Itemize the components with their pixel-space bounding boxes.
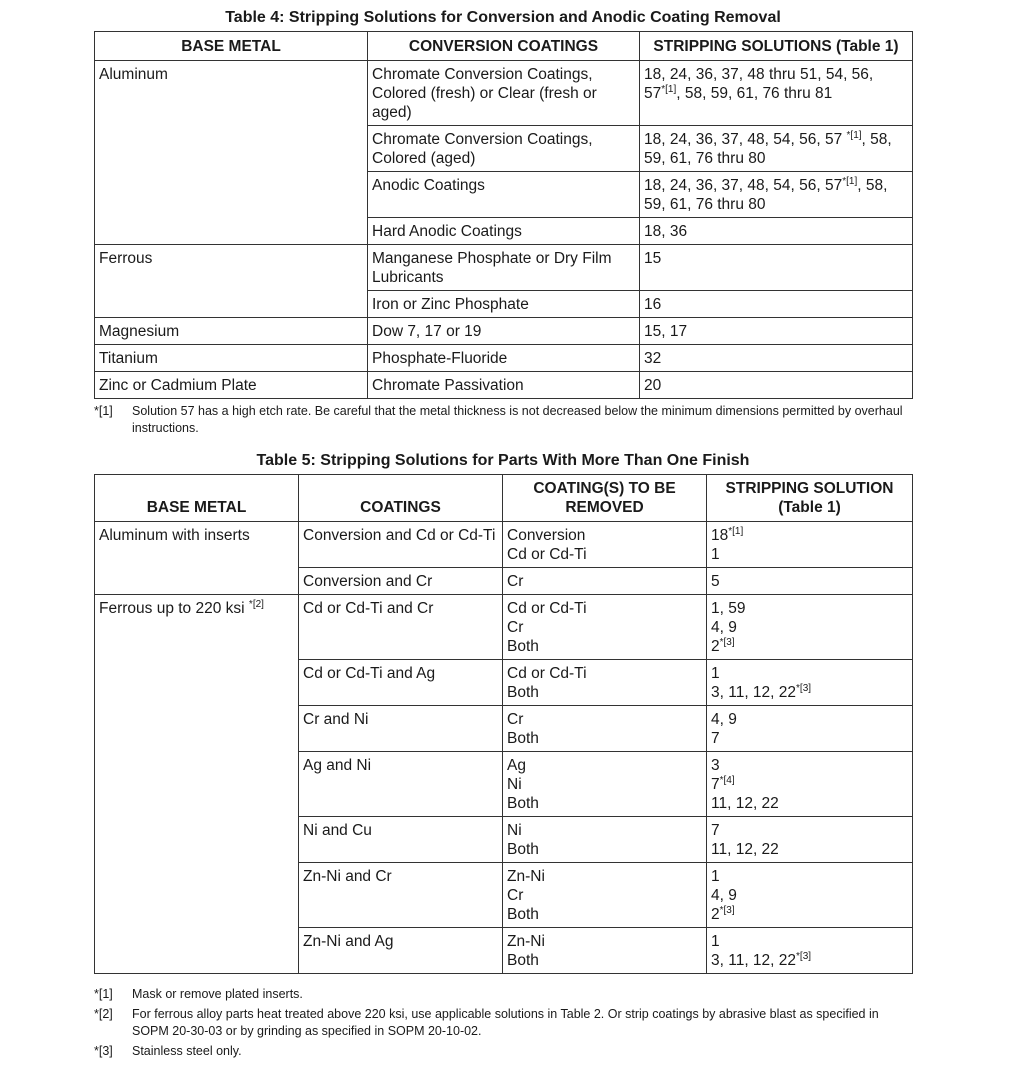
coating-cell: Ni and Cu xyxy=(299,817,503,863)
solutions-cell xyxy=(707,752,913,817)
footnote-ref: *[3] xyxy=(719,637,735,648)
coating-text: Chromate Conversion Coatings, Colored (aged) xyxy=(372,131,593,167)
coating-cell: Zn-Ni and Ag xyxy=(299,928,503,974)
base-metal-cell: Magnesium xyxy=(95,318,368,345)
removed-cell xyxy=(503,817,707,863)
table5-header-base-metal: BASE METAL xyxy=(95,475,299,522)
table-row xyxy=(95,61,913,126)
table5-title: Table 5: Stripping Solutions for Parts With More Than One Finish xyxy=(256,452,750,469)
solutions-text: 11, 12, 22 xyxy=(711,795,779,812)
table-row xyxy=(95,372,913,399)
solutions-text: 7 xyxy=(711,730,720,747)
coating-cell xyxy=(368,126,640,172)
base-metal-text: Ferrous up to 220 ksi xyxy=(99,600,249,617)
solutions-text: 5 xyxy=(711,573,720,590)
coating-cell: Cd or Cd-Ti and Ag xyxy=(299,660,503,706)
removed-text: Ag xyxy=(507,757,526,774)
removed-cell xyxy=(503,660,707,706)
solutions-cell xyxy=(640,61,913,126)
removed-cell xyxy=(503,863,707,928)
solutions-cell xyxy=(707,568,913,595)
removed-text: Cr xyxy=(507,711,524,728)
footnote-ref: *[1] xyxy=(846,130,862,141)
solutions-text: 2 xyxy=(711,638,720,655)
footnote-mark: *[2] xyxy=(94,1007,113,1021)
solutions-text: 1, 59 xyxy=(711,600,746,617)
coating-text: Chromate Conversion Coatings, Colored (fresh) or Clear (fresh or aged) xyxy=(372,66,597,121)
base-metal-cell: Ferrous xyxy=(95,245,368,318)
footnote xyxy=(94,403,914,437)
removed-text: Both xyxy=(507,952,539,969)
footnote-text: Solution 57 has a high etch rate. Be careful that the metal thickness is not decreased below the minimum dimensions permitted by overhaul instructions. xyxy=(132,404,903,435)
removed-cell xyxy=(503,752,707,817)
removed-cell xyxy=(503,595,707,660)
solutions-cell xyxy=(640,126,913,172)
solutions-text: 18, 24, 36, 37, 48, 54, 56, 57 xyxy=(644,177,843,194)
coating-cell: Hard Anodic Coatings xyxy=(368,218,640,245)
coating-cell: Cd or Cd-Ti and Cr xyxy=(299,595,503,660)
footnote-mark: *[1] xyxy=(94,404,113,418)
table5 xyxy=(94,474,913,974)
table4-footnotes xyxy=(94,403,914,440)
table-row xyxy=(95,595,913,660)
footnote xyxy=(94,986,914,1003)
solutions-cell: 15, 17 xyxy=(640,318,913,345)
solutions-text: 4, 9 xyxy=(711,711,737,728)
table4 xyxy=(94,31,913,399)
solutions-text: , 58, 59, 61, 76 thru 81 xyxy=(676,85,833,102)
removed-cell xyxy=(503,568,707,595)
solutions-text: , 58, 59, 61, 76 thru 80 xyxy=(644,131,892,167)
footnote-ref: *[1] xyxy=(661,84,677,95)
footnote-text: For ferrous alloy parts heat treated above 220 ksi, use applicable solutions in Table 2. Or strip coatings by abrasive blast as specified in SOPM 20-30-03 or by grinding as specified in SOPM 20-10-02. xyxy=(132,1007,879,1038)
coating-cell: Conversion and Cd or Cd-Ti xyxy=(299,522,503,568)
coating-cell: Anodic Coatings xyxy=(368,172,640,218)
table5-header-stripping-solution: STRIPPING SOLUTION (Table 1) xyxy=(707,475,913,522)
solutions-text: 18, 24, 36, 37, 48, 54, 56, 57 xyxy=(644,131,847,148)
table-row xyxy=(95,345,913,372)
solutions-text: 3 xyxy=(711,757,720,774)
removed-text: Cr xyxy=(507,887,524,904)
coating-cell: Zn-Ni and Cr xyxy=(299,863,503,928)
table4-header-stripping-solutions: STRIPPING SOLUTIONS (Table 1) xyxy=(640,32,913,61)
removed-cell xyxy=(503,522,707,568)
removed-text: Both xyxy=(507,730,539,747)
solutions-cell xyxy=(640,172,913,218)
footnote-ref: *[2] xyxy=(248,599,264,610)
removed-text: Both xyxy=(507,841,539,858)
removed-text: Both xyxy=(507,684,539,701)
table5-header-coatings-removed: COATING(S) TO BE REMOVED xyxy=(503,475,707,522)
solutions-cell xyxy=(707,660,913,706)
removed-text: Cd or Cd-Ti xyxy=(507,546,587,563)
table4-title: Table 4: Stripping Solutions for Conversion and Anodic Coating Removal xyxy=(225,9,781,26)
footnote-ref: *[3] xyxy=(796,951,812,962)
removed-cell xyxy=(503,706,707,752)
base-metal-cell: Aluminum with inserts xyxy=(95,522,299,595)
solutions-cell xyxy=(707,595,913,660)
base-metal-cell: Titanium xyxy=(95,345,368,372)
removed-text: Cd or Cd-Ti xyxy=(507,600,587,617)
footnote xyxy=(94,1043,914,1060)
removed-text: Both xyxy=(507,906,539,923)
solutions-cell: 16 xyxy=(640,291,913,318)
base-metal-cell xyxy=(95,595,299,974)
solutions-text: 2 xyxy=(711,906,720,923)
solutions-text: 11, 12, 22 xyxy=(711,841,779,858)
solutions-text: 1 xyxy=(711,665,720,682)
removed-text: Cr xyxy=(507,573,524,590)
coating-cell xyxy=(368,61,640,126)
solutions-text: 7 xyxy=(711,822,720,839)
solutions-text: , 58, 59, 61, 76 thru 80 xyxy=(644,177,888,213)
table4-header-base-metal: BASE METAL xyxy=(95,32,368,61)
solutions-text: 1 xyxy=(711,933,720,950)
removed-text: Zn-Ni xyxy=(507,868,545,885)
footnote-mark: *[1] xyxy=(94,987,113,1001)
solutions-text: 7 xyxy=(711,776,720,793)
solutions-text: 1 xyxy=(711,546,720,563)
table5-footnotes xyxy=(94,986,914,1063)
solutions-text: 3, 11, 12, 22 xyxy=(711,684,797,701)
solutions-text: 3, 11, 12, 22 xyxy=(711,952,797,969)
footnote xyxy=(94,1006,914,1040)
coating-cell: Phosphate-Fluoride xyxy=(368,345,640,372)
solutions-cell: 20 xyxy=(640,372,913,399)
table5-header-coatings: COATINGS xyxy=(299,475,503,522)
solutions-text: 18, 24, 36, 37, 48 thru 51, 54, 56, xyxy=(644,66,874,83)
coating-cell: Cr and Ni xyxy=(299,706,503,752)
removed-cell xyxy=(503,928,707,974)
footnote-ref: *[4] xyxy=(719,775,735,786)
solutions-text: 4, 9 xyxy=(711,619,737,636)
removed-text: Cr xyxy=(507,619,524,636)
removed-text: Conversion xyxy=(507,527,586,544)
footnote-mark: *[3] xyxy=(94,1044,113,1058)
removed-text: Zn-Ni xyxy=(507,933,545,950)
removed-text: Both xyxy=(507,795,539,812)
footnote-text: Mask or remove plated inserts. xyxy=(132,987,303,1001)
solutions-text: 57 xyxy=(644,85,662,102)
solutions-cell xyxy=(707,522,913,568)
removed-text: Ni xyxy=(507,822,522,839)
footnote-ref: *[1] xyxy=(842,176,858,187)
solutions-text: 18 xyxy=(711,527,729,544)
solutions-cell: 15 xyxy=(640,245,913,291)
footnote-ref: *[1] xyxy=(728,526,744,537)
coating-cell: Chromate Passivation xyxy=(368,372,640,399)
table-row xyxy=(95,245,913,291)
solutions-text: 1 xyxy=(711,868,720,885)
table-row xyxy=(95,522,913,568)
solutions-cell xyxy=(707,863,913,928)
footnote-ref: *[3] xyxy=(796,683,812,694)
removed-text: Cd or Cd-Ti xyxy=(507,665,587,682)
solutions-cell: 18, 36 xyxy=(640,218,913,245)
solutions-text: 4, 9 xyxy=(711,887,737,904)
table5-header-row xyxy=(95,475,913,522)
footnote-text: Stainless steel only. xyxy=(132,1044,242,1058)
removed-text: Ni xyxy=(507,776,522,793)
base-metal-cell: Aluminum xyxy=(95,61,368,245)
solutions-cell xyxy=(707,928,913,974)
coating-cell: Manganese Phosphate or Dry Film Lubricants xyxy=(368,245,640,291)
solutions-cell: 32 xyxy=(640,345,913,372)
table4-header-row xyxy=(95,32,913,61)
table-row xyxy=(95,318,913,345)
solutions-cell xyxy=(707,817,913,863)
table4-header-conversion-coatings: CONVERSION COATINGS xyxy=(368,32,640,61)
coating-cell: Dow 7, 17 or 19 xyxy=(368,318,640,345)
coating-cell: Conversion and Cr xyxy=(299,568,503,595)
footnote-ref: *[3] xyxy=(719,905,735,916)
removed-text: Both xyxy=(507,638,539,655)
coating-cell: Iron or Zinc Phosphate xyxy=(368,291,640,318)
base-metal-cell: Zinc or Cadmium Plate xyxy=(95,372,368,399)
coating-cell: Ag and Ni xyxy=(299,752,503,817)
solutions-cell xyxy=(707,706,913,752)
